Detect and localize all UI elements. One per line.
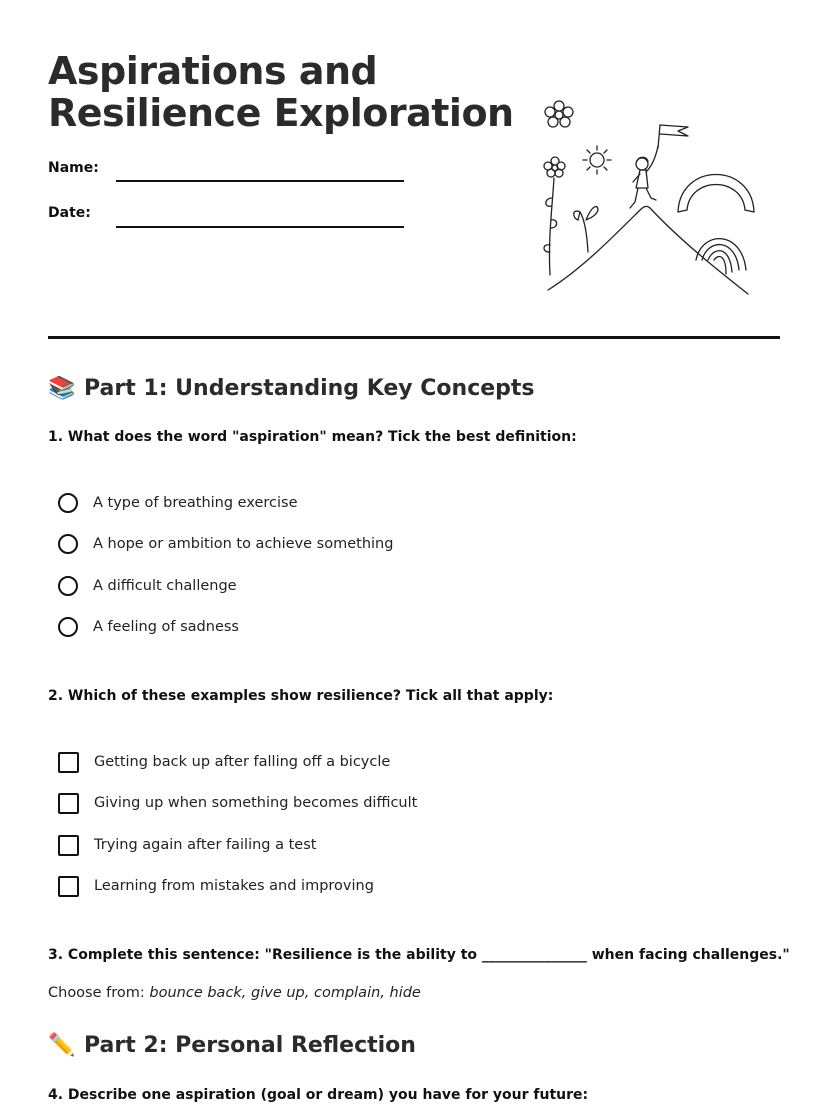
q1-option-4[interactable] <box>58 615 239 639</box>
question-4: 4. Describe one aspiration (goal or dream) you have for your future: <box>48 1087 589 1103</box>
pencil-icon: ✏️ <box>48 1033 76 1058</box>
title-line-1: Aspirations and <box>48 49 378 93</box>
choose-options: bounce back, give up, complain, hide <box>149 985 421 1001</box>
question-3: 3. Complete this sentence: "Resilience is the ability to _______________ when facing challenges." <box>48 947 790 963</box>
q1-option-label: A hope or ambition to achieve something <box>93 536 394 552</box>
radio-circle-icon[interactable] <box>58 576 78 596</box>
q1-option-3[interactable] <box>58 574 237 598</box>
part1-heading-text: Part 1: Understanding Key Concepts <box>84 376 535 401</box>
date-label: Date: <box>48 205 91 221</box>
title-line-2: Resilience Exploration <box>48 91 514 135</box>
part2-heading <box>48 1032 416 1060</box>
radio-circle-icon[interactable] <box>58 534 78 554</box>
name-field[interactable] <box>116 180 404 182</box>
q1-option-label: A difficult challenge <box>93 578 237 594</box>
q1-option-1[interactable] <box>58 491 298 515</box>
radio-circle-icon[interactable] <box>58 493 78 513</box>
checkbox-square-icon[interactable] <box>58 876 79 897</box>
date-field[interactable] <box>116 226 404 228</box>
q2-option-4[interactable] <box>58 874 374 898</box>
choose-prefix: Choose from: <box>48 985 150 1001</box>
q2-option-label: Trying again after failing a test <box>94 837 317 853</box>
swirl-icon <box>696 239 746 274</box>
question-2: 2. Which of these examples show resilience? Tick all that apply: <box>48 688 554 704</box>
q2-option-3[interactable] <box>58 833 316 857</box>
part1-heading <box>48 375 535 403</box>
sprout-icon <box>574 207 598 252</box>
q2-option-label: Giving up when something becomes difficult <box>94 795 418 811</box>
choose-from-hint <box>48 985 421 1001</box>
q2-option-label: Getting back up after falling off a bicycle <box>94 754 391 770</box>
name-label: Name: <box>48 160 99 176</box>
q1-option-label: A feeling of sadness <box>93 619 239 635</box>
checkbox-square-icon[interactable] <box>58 752 79 773</box>
q1-option-label: A type of breathing exercise <box>93 495 298 511</box>
checkbox-square-icon[interactable] <box>58 793 79 814</box>
q2-option-label: Learning from mistakes and improving <box>94 878 374 894</box>
q2-option-1[interactable] <box>58 750 390 774</box>
books-icon: 📚 <box>48 376 76 401</box>
q1-option-2[interactable] <box>58 532 393 556</box>
flower-icon <box>545 101 573 127</box>
section-divider <box>48 336 780 339</box>
child-climber-icon <box>630 125 688 208</box>
radio-circle-icon[interactable] <box>58 617 78 637</box>
question-1: 1. What does the word "aspiration" mean? Tick the best definition: <box>48 429 577 445</box>
stem-flower-icon <box>544 157 565 275</box>
sun-icon <box>583 146 611 174</box>
q2-option-2[interactable] <box>58 791 417 815</box>
child-climbing-mountain-illustration-icon <box>530 90 770 310</box>
part2-heading-text: Part 2: Personal Reflection <box>84 1033 416 1058</box>
page-title <box>48 50 518 134</box>
checkbox-square-icon[interactable] <box>58 835 79 856</box>
rainbow-icon <box>678 175 754 213</box>
